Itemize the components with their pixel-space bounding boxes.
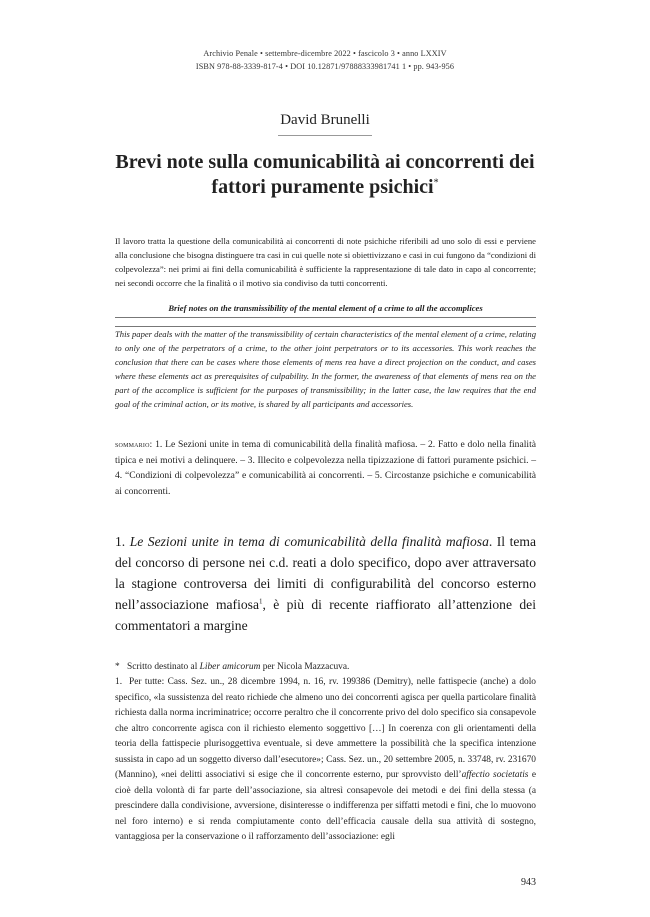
section-1-paragraph xyxy=(115,531,536,636)
sommario-text: 1. Le Sezioni unite in tema di comunicabilità della finalità mafiosa. – 2. Fatto e dolo nella finalità tipica e nei motivi a delinquere. – 3. Illecito e colpevolezza nella tipizzazione di fattori puramente psichici. – 4. “Condizioni di colpevolezza” e comunicabilità ai concorrenti. – 5. Circostanze psichiche e comunicabilità ai concorrenti. xyxy=(115,439,536,497)
page-number: 943 xyxy=(521,877,536,888)
abstract-italian: Il lavoro tratta la questione della comunicabilità ai concorrenti di note psichiche riferibili ad uno solo di essi e perviene alla conclusione che bisogna distinguere tra casi in cui quelle note si obiettivizzano e casi in cui fungono da “condizioni di colpevolezza”: nei primi ai fini della comunicabilità è sufficiente la rappresentazione di tale dato in capo al concorrente; nei secondi occorre che la finalità o il motivo sia condiviso da tutti concorrenti. xyxy=(115,236,536,289)
footnote-star-text-b: per Nicola Mazzacuva. xyxy=(260,662,350,672)
abstract-english-title: Brief notes on the transmissibility of the mental element of a crime to all the accomplices xyxy=(168,303,483,313)
footnote-1-text-a: Per tutte: Cass. Sez. un., 28 dicembre 1994, n. 16, rv. 199386 (Demitry), nelle fattispecie (anche) a dolo specifico, «la sussistenza del reato richiede che almeno uno dei concorrenti agisca per quella particolare finalità richiesta dalla norma incriminatrice; occorre peraltro che il concorrente privo del dolo specifico sia consapevole che altro concorrente agisca con il richiesto elemento soggettivo […] In coerenza con gli orientamenti della teoria della fattispecie plurisoggettiva eventuale, si deve ammettere la possibilità che la specifica intenzione sussista in capo ad un soggetto diverso dall’esecutore»; Cass. Sez. un., 20 settembre 2005, n. 33748, rv. 231670 (Mannino), «nei delitti associativi si esige che il concorrente esterno, pur sprovvisto dell’ xyxy=(115,677,536,780)
article-title xyxy=(95,150,555,200)
section-heading: Le Sezioni unite in tema di comunicabilità della finalità mafiosa xyxy=(129,534,489,549)
running-head-isbn: ISBN 978-88-3339-817-4 • DOI 10.12871/97888333981741 1 • pp. 943-956 xyxy=(195,62,455,71)
footnote-star-italic: Liber amicorum xyxy=(199,662,261,672)
article-title-text: Brevi note sulla comunicabilità ai concorrenti dei fattori puramente psichici xyxy=(115,151,535,198)
author-name: David Brunelli xyxy=(280,112,370,128)
footnote-1-text-b: e cioè della volontà di far parte dell’associazione, sia altresì consapevole dei metodi e dei fini della stessa (a prescindere dalla condivisione, avversione, disinteresse o indifferenza per siffatti metodi e fini, che lo muovono nel foro interno) e si renda compiutamente conto dell’efficacia causale della sua attività di sostegno, vantaggiosa per la conservazione o il rafforzamento dell’associazione: egli xyxy=(115,770,536,842)
footnote-1-italic: affectio societatis xyxy=(461,770,529,780)
footnote-1 xyxy=(115,675,536,846)
sommario-label: sommario: xyxy=(115,439,153,449)
footnote-1-mark: 1. xyxy=(115,677,123,687)
abstract-rule-top xyxy=(115,317,536,318)
footnote-star-text-a: Scritto destinato al xyxy=(127,662,200,672)
section-number: 1. xyxy=(115,534,130,549)
section-text-a: . Il tema del concorso di persone nei c.d. reati a dolo specifico, dopo aver attraversato la stagione controversa dei limiti di configurabilità del concorso esterno nell’associazione mafiosa xyxy=(115,534,536,612)
title-footnote-marker: * xyxy=(433,177,439,189)
footnote-ref-1[interactable]: 1 xyxy=(258,597,263,606)
abstract-english: This paper deals with the matter of the transmissibility of certain characteristics of the mental element of a crime, relating to only one of the perpetrators of a crime, to the other joint perpetrators or to its accessories. This work reaches the conclusion that there can be cases where those elements of mens rea have a direct projection on the conduct, and cases where these elements act as prerequisites of culpability. In the former, the awareness of that elements of mens rea on the part of the accomplice is sufficient for the purposes of transmissibility; in the latter case, the law requires that the end goal of the criminal action, or its motive, is shared by all participants and accessories. xyxy=(115,329,536,410)
section-text-b: , è più di recente riaffiorato all’attenzione dei commentatori a margine xyxy=(115,597,536,633)
footnote-star xyxy=(115,660,536,676)
table-of-contents xyxy=(115,437,536,499)
running-head-journal: Archivio Penale • settembre-dicembre 2022 • fascicolo 3 • anno LXXIV xyxy=(203,49,447,58)
footnote-star-mark: * xyxy=(115,662,120,672)
author-divider xyxy=(278,135,372,136)
